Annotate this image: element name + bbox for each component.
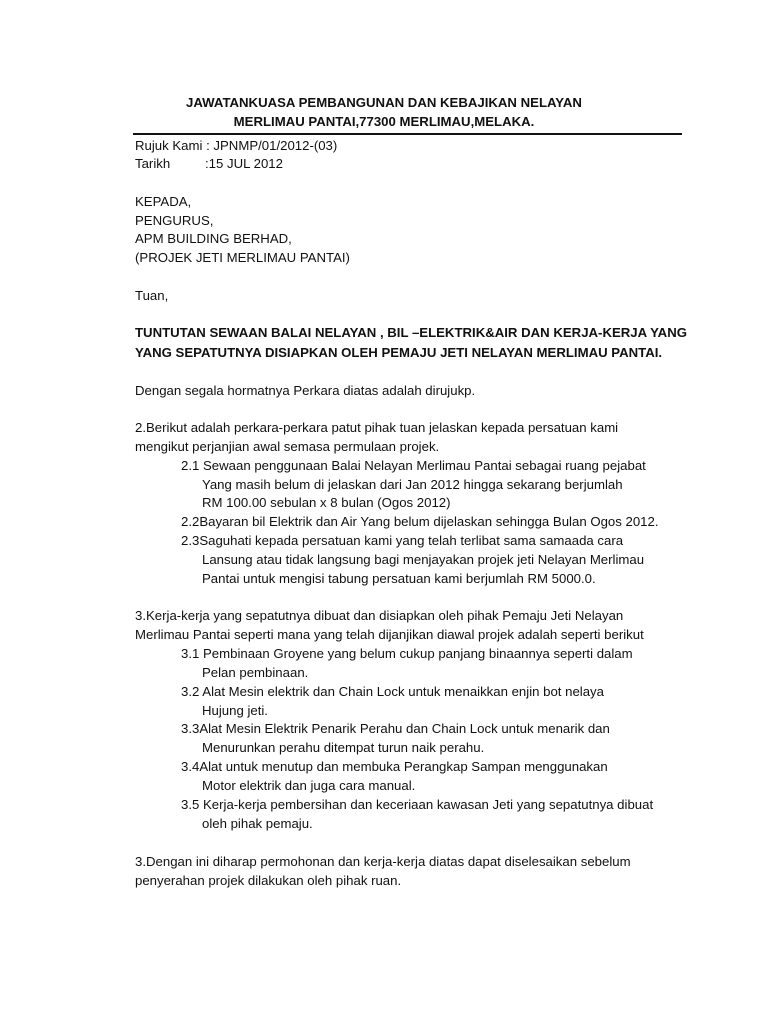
closing-line: penyerahan projek dilakukan oleh pihak ruan.	[135, 873, 402, 888]
item-3-4-line: 3.4Alat untuk menutup dan membuka Perangkap Sampan menggunakan	[181, 759, 608, 774]
date-line	[135, 155, 283, 174]
item-3-3-line: 3.3Alat Mesin Elektrik Penarik Perahu dan Chain Lock untuk menarik dan	[181, 721, 610, 736]
intro-paragraph: Dengan segala hormatnya Perkara diatas adalah dirujukp.	[135, 383, 476, 398]
header-line-1: JAWATANKUASA PEMBANGUNAN DAN KEBAJIKAN NELAYAN	[186, 95, 582, 110]
item-3-2-line: 3.2 Alat Mesin elektrik dan Chain Lock untuk menaikkan enjin bot nelaya	[181, 684, 604, 699]
header-line-2: MERLIMAU PANTAI,77300 MERLIMAU,MELAKA.	[233, 114, 535, 129]
item-3-5-line: 3.5 Kerja-kerja pembersihan dan keceriaan kawasan Jeti yang sepatutnya dibuat	[181, 797, 654, 812]
item-2-1-line: 2.1 Sewaan penggunaan Balai Nelayan Merlimau Pantai sebagai ruang pejabat	[181, 458, 646, 473]
subject-line: TUNTUTAN SEWAAN BALAI NELAYAN , BIL –ELEKTRIK&AIR DAN KERJA-KERJA YANG	[135, 325, 687, 340]
item-3-4-line: Motor elektrik dan juga cara manual.	[202, 778, 416, 793]
item-2-3-line: 2.3Saguhati kepada persatuan kami yang telah terlibat sama samaada cara	[181, 533, 624, 548]
item-2-1-line: Yang masih belum di jelaskan dari Jan 2012 hingga sekarang berjumlah	[202, 477, 623, 492]
recipient-line: KEPADA,	[135, 194, 192, 209]
item-3-3-line: Menurunkan perahu ditempat turun naik perahu.	[202, 740, 485, 755]
section-2-line: 2.Berikut adalah perkara-perkara patut pihak tuan jelaskan kepada persatuan kami	[135, 420, 619, 435]
recipient-line: PENGURUS,	[135, 213, 214, 228]
item-3-1-line: Pelan pembinaan.	[202, 665, 309, 680]
item-2-1-line: RM 100.00 sebulan x 8 bulan (Ogos 2012)	[202, 495, 451, 510]
recipient-line: APM BUILDING BERHAD,	[135, 231, 292, 246]
recipient-line: (PROJEK JETI MERLIMAU PANTAI)	[135, 250, 350, 265]
date-label: Tarikh	[135, 156, 171, 171]
date-value: :15 JUL 2012	[205, 156, 283, 171]
item-2-3-line: Pantai untuk mengisi tabung persatuan kami berjumlah RM 5000.0.	[202, 571, 596, 586]
item-3-5-line: oleh pihak pemaju.	[202, 816, 313, 831]
item-2-2-line: 2.2Bayaran bil Elektrik dan Air Yang belum dijelaskan sehingga Bulan Ogos 2012.	[181, 514, 659, 529]
header-divider	[133, 133, 682, 135]
item-3-2-line: Hujung jeti.	[202, 703, 268, 718]
item-3-1-line: 3.1 Pembinaan Groyene yang belum cukup panjang binaannya seperti dalam	[181, 646, 633, 661]
item-2-3-line: Lansung atau tidak langsung bagi menjayakan projek jeti Nelayan Merlimau	[202, 552, 645, 567]
section-3-line: 3.Kerja-kerja yang sepatutnya dibuat dan disiapkan oleh pihak Pemaju Jeti Nelayan	[135, 608, 624, 623]
section-3-line: Merlimau Pantai seperti mana yang telah dijanjikan diawal projek adalah seperti berikut	[135, 627, 644, 642]
letter-header	[0, 94, 768, 132]
section-2-line: mengikut perjanjian awal semasa permulaan projek.	[135, 439, 440, 454]
subject-line: YANG SEPATUTNYA DISIAPKAN OLEH PEMAJU JETI NELAYAN MERLIMAU PANTAI.	[135, 345, 663, 360]
closing-line: 3.Dengan ini diharap permohonan dan kerja-kerja diatas dapat diselesaikan sebelum	[135, 854, 631, 869]
reference-number: Rujuk Kami : JPNMP/01/2012-(03)	[135, 138, 338, 153]
salutation: Tuan,	[135, 288, 169, 303]
